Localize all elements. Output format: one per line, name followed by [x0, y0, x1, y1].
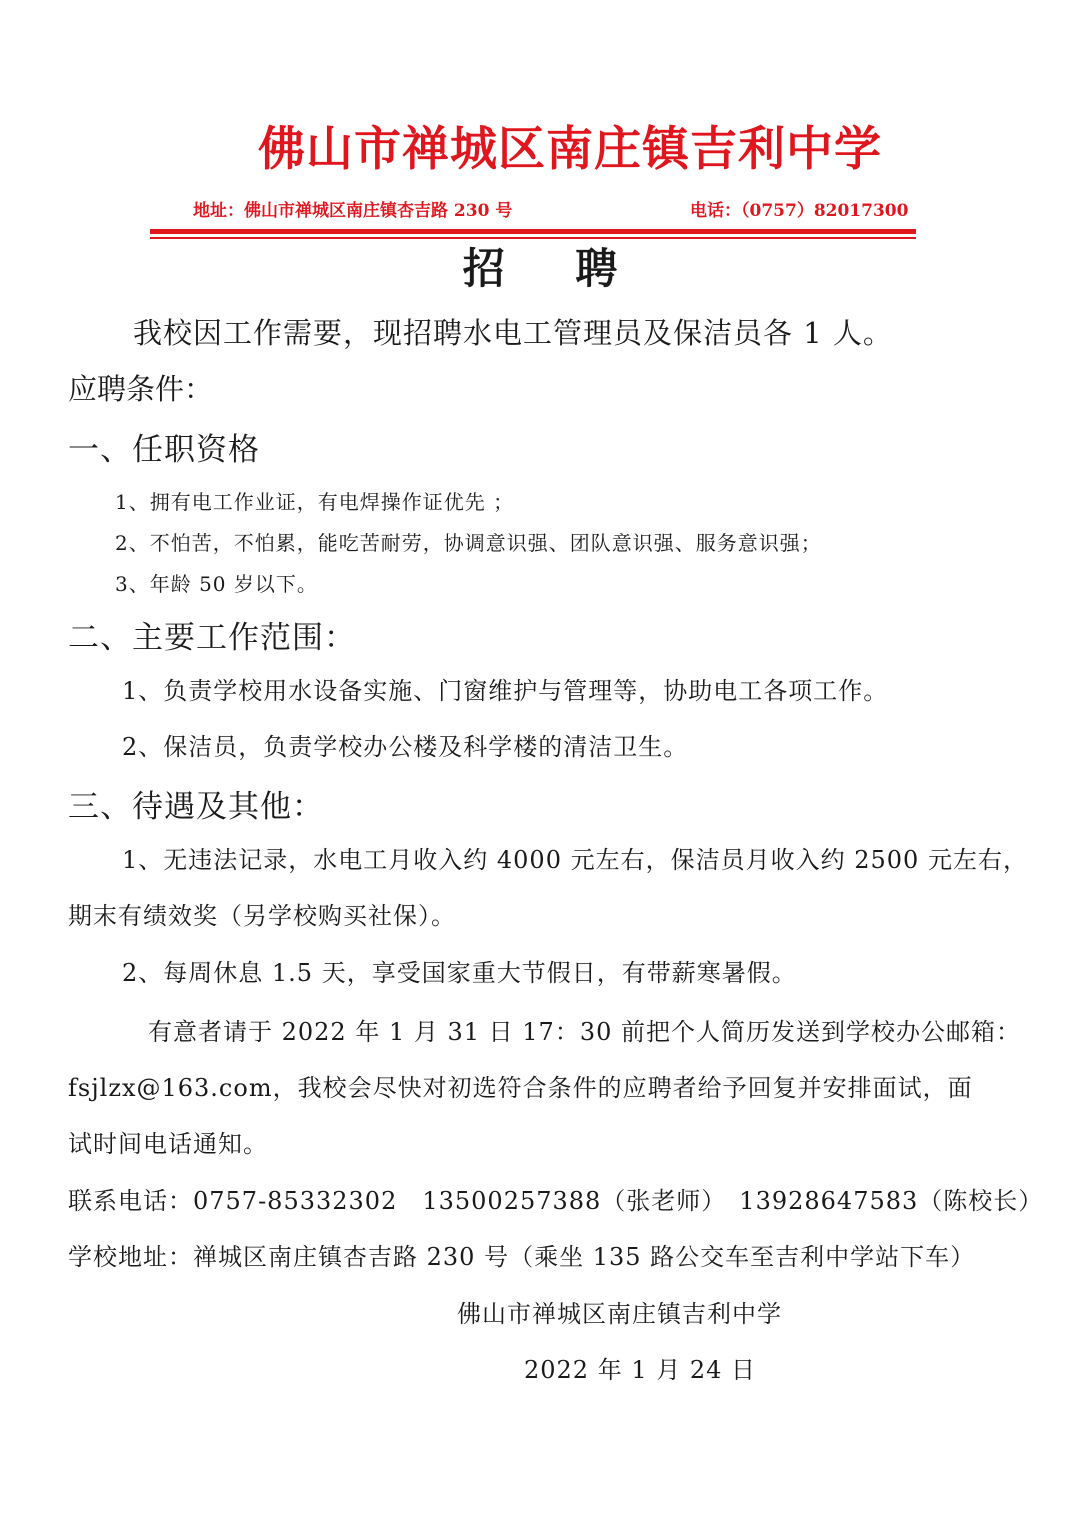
section3-item1-line1: 1、无违法记录，水电工月收入约 4000 元左右，保洁员月收入约 2500 元左右， — [122, 846, 1028, 874]
school-name-letterhead: 佛山市禅城区南庄镇吉利中学 — [258, 122, 882, 177]
conditions-heading: 应聘条件： — [68, 372, 214, 406]
application-line3: 试时间电话通知。 — [68, 1130, 268, 1158]
letterhead-address: 地址：佛山市禅城区南庄镇杏吉路 230 号 — [193, 201, 513, 221]
section2-item: 1、负责学校用水设备实施、门窗维护与管理等，协助电工各项工作。 — [122, 677, 889, 705]
contact-address: 学校地址：禅城区南庄镇杏吉路 230 号（乘坐 135 路公交车至吉利中学站下车） — [68, 1243, 976, 1271]
signature-org: 佛山市禅城区南庄镇吉利中学 — [457, 1300, 782, 1328]
section2-item: 2、保洁员，负责学校办公楼及科学楼的清洁卫生。 — [122, 733, 689, 761]
section3-heading: 三、待遇及其他： — [68, 789, 324, 825]
application-line2: fsjlzx@163.com，我校会尽快对初选符合条件的应聘者给予回复并安排面试，面 — [68, 1074, 973, 1102]
section1-item: 2、不怕苦，不怕累，能吃苦耐劳，协调意识强、团队意识强、服务意识强； — [115, 531, 822, 555]
section1-item: 3、年龄 50 岁以下。 — [115, 572, 318, 596]
letterhead-phone: 电话：（0757）82017300 — [690, 201, 909, 221]
letterhead-divider-thick — [150, 229, 916, 234]
contact-phones: 联系电话：0757-85332302 13500257388（张老师） 13928647583（陈校长） — [68, 1187, 1044, 1215]
signature-date: 2022 年 1 月 24 日 — [524, 1356, 757, 1384]
section1-heading: 一、任职资格 — [68, 432, 260, 468]
document-title: 招 聘 — [462, 244, 646, 293]
section3-item1-line2: 期末有绩效奖（另学校购买社保）。 — [68, 902, 456, 930]
intro-paragraph: 我校因工作需要，现招聘水电工管理员及保洁员各 1 人。 — [133, 316, 893, 350]
section1-item: 1、拥有电工作业证，有电焊操作证优先 ； — [115, 490, 515, 514]
application-line1: 有意者请于 2022 年 1 月 31 日 17：30 前把个人简历发送到学校办公邮箱： — [148, 1018, 1021, 1046]
section2-heading: 二、主要工作范围： — [68, 620, 356, 656]
section3-item2: 2、每周休息 1.5 天，享受国家重大节假日，有带薪寒暑假。 — [122, 959, 797, 987]
